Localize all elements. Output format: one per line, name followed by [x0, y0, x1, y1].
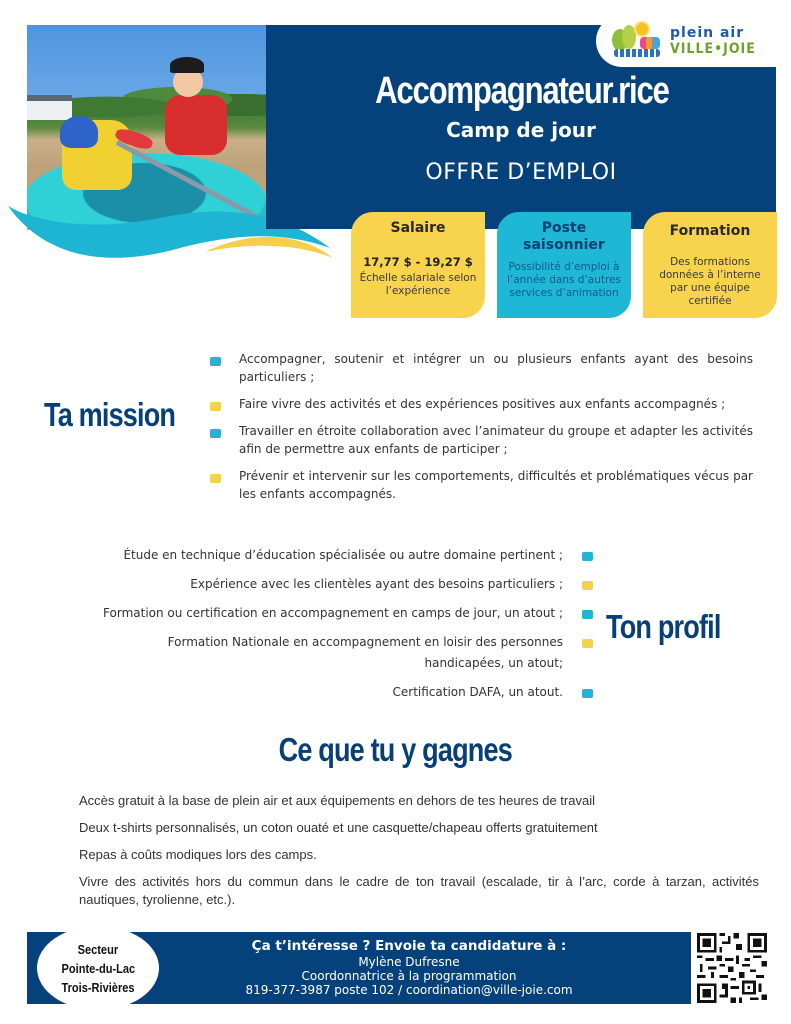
logo-icon	[610, 21, 662, 61]
gains-item: Accès gratuit à la base de plein air et aux équipements en dehors de tes heures de travail	[79, 793, 595, 808]
gains-item: Repas à coûts modiques lors des camps.	[79, 847, 317, 862]
sector-area: Pointe-du-Lac	[61, 960, 135, 976]
card-title: Salaire	[390, 220, 446, 236]
card-salary	[351, 212, 485, 318]
logo-line-2: VILLE•JOIE	[670, 41, 756, 57]
contact-details[interactable]: 819-377-3987 poste 102 / coordination@ville-joie.com	[245, 983, 573, 997]
gains-item: Vivre des activités hors du commun dans le cadre de ton travail (escalade, tir à l’arc, corde à tarzan, activités nautiques, tyrolienne, etc.).	[79, 874, 759, 907]
contact-block	[177, 938, 641, 997]
profile-heading: Ton profil	[606, 608, 721, 645]
photo-cap	[170, 57, 204, 73]
card-title: Formation	[669, 223, 751, 239]
mission-item: Travailler en étroite collaboration avec l’animateur du groupe et adapter les activités afin de permettre aux enfants de participer ;	[210, 422, 753, 458]
profile-item: Formation ou certification en accompagnement en camps de jour, un atout ;	[40, 603, 595, 624]
logo	[596, 15, 776, 67]
sector-label: Secteur	[77, 941, 119, 957]
card-body: Possibilité d’emploi à l’année dans d’autres services d’animation	[506, 261, 622, 299]
bullet-square-icon	[210, 402, 221, 411]
profile-item: Étude en technique d’éducation spécialisée ou autre domaine pertinent ;	[40, 545, 595, 566]
photo-house	[27, 95, 72, 120]
mission-heading: Ta mission	[44, 396, 176, 433]
photo-child-2	[165, 95, 227, 155]
profile-list	[40, 545, 595, 711]
profile-item: Formation Nationale en accompagnement en loisir des personnes handicapées, un atout;	[40, 632, 595, 674]
contact-name: Mylène Dufresne	[358, 955, 460, 969]
mission-item: Prévenir et intervenir sur les comportements, difficultés et problématiques vécus par les enfants accompagnés.	[210, 467, 753, 503]
bullet-square-icon	[210, 474, 221, 483]
logo-line-1: plein air	[670, 25, 745, 41]
card-title: Poste saisonnier	[523, 220, 605, 253]
photo-hat	[60, 116, 98, 148]
sector-badge	[37, 932, 159, 1004]
profile-item: Expérience avec les clientèles ayant des besoins particuliers ;	[40, 574, 595, 595]
bullet-square-icon	[210, 357, 221, 366]
bullet-square-icon	[582, 639, 593, 648]
bullet-square-icon	[210, 429, 221, 438]
bullet-square-icon	[582, 581, 593, 590]
card-seasonal	[497, 212, 631, 318]
sector-city: Trois-Rivières	[61, 979, 135, 995]
job-title: Accompagnateur.rice	[375, 70, 669, 112]
bullet-square-icon	[582, 689, 593, 698]
job-subtitle: Camp de jour	[446, 118, 596, 142]
mission-item: Faire vivre des activités et des expériences positives aux enfants accompagnés ;	[210, 395, 753, 413]
gains-heading: Ce que tu y gagnes	[278, 731, 513, 768]
card-body: Échelle salariale selon l’expérience	[359, 272, 477, 297]
profile-item: Certification DAFA, un atout.	[40, 682, 595, 703]
contact-role: Coordonnatrice à la programmation	[301, 969, 517, 983]
salary-amount: 17,77 $ - 19,27 $	[363, 255, 473, 269]
bullet-square-icon	[582, 552, 593, 561]
offer-label: OFFRE D’EMPLOI	[425, 160, 617, 185]
footer-banner	[27, 932, 691, 1004]
gains-item: Deux t-shirts personnalisés, un coton ouaté et une casquette/chapeau offerts gratuitement	[79, 820, 598, 835]
qr-code-icon[interactable]	[697, 933, 767, 1003]
contact-cta: Ça t’intéresse ? Envoie ta candidature à :	[251, 938, 567, 954]
gains-list	[79, 792, 759, 918]
card-body: Des formations données à l’interne par une équipe certifiée	[659, 256, 761, 307]
bullet-square-icon	[582, 610, 593, 619]
mission-item: Accompagner, soutenir et intégrer un ou plusieurs enfants ayant des besoins particuliers ;	[210, 350, 753, 386]
mission-list	[210, 350, 753, 512]
card-training	[643, 212, 777, 318]
